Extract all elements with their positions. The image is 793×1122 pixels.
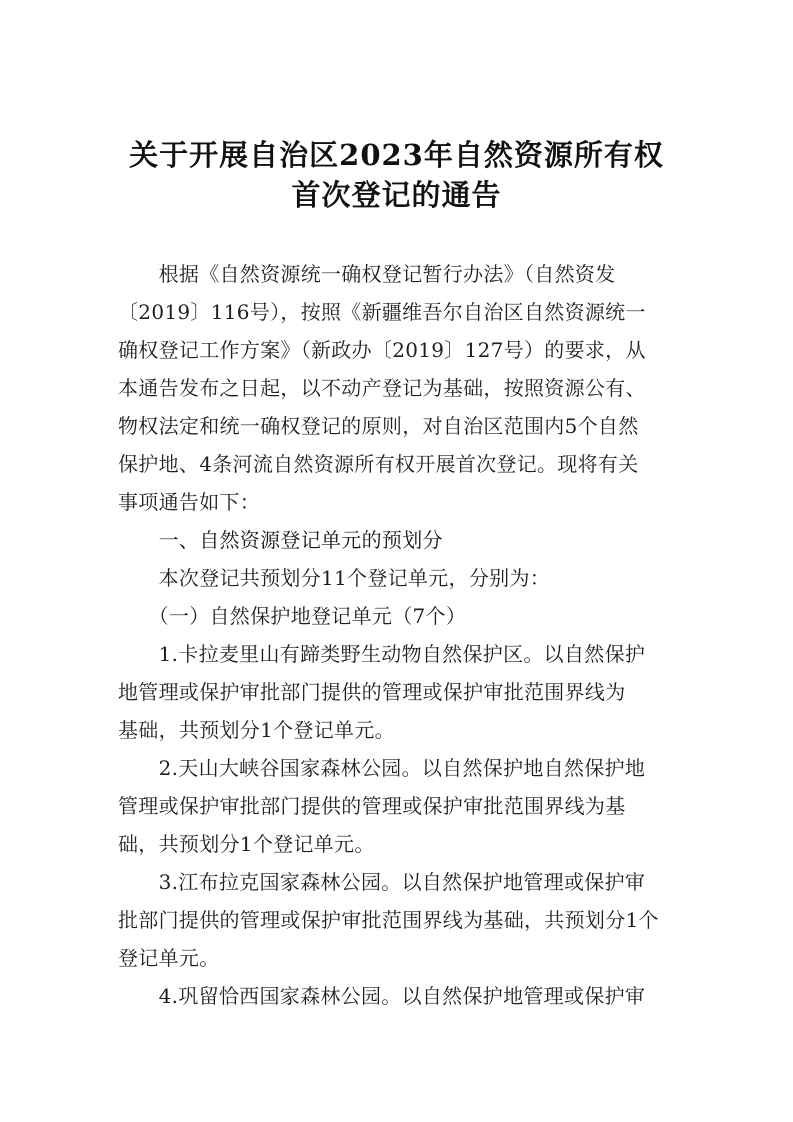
paragraph-line: 〔2019〕116号），按照《新疆维吾尔自治区自然资源统一 xyxy=(118,300,646,324)
paragraph-line: 确权登记工作方案》（新政办〔2019〕127号）的要求，从 xyxy=(118,338,646,362)
paragraph-line: 本通告发布之日起，以不动产登记为基础，按照资源公有、 xyxy=(118,376,646,400)
paragraph-line: 本次登记共预划分11个登记单元，分别为： xyxy=(118,566,551,590)
paragraph-line: 管理或保护审批部门提供的管理或保护审批范围界线为基 xyxy=(118,794,626,818)
paragraph-line: 物权法定和统一确权登记的原则，对自治区范围内5个自然 xyxy=(118,414,639,438)
paragraph-line: 地管理或保护审批部门提供的管理或保护审批范围界线为 xyxy=(118,680,626,704)
paragraph-line: 础，共预划分1个登记单元。 xyxy=(118,832,375,856)
paragraph-line: 2.天山大峡谷国家森林公园。以自然保护地自然保护地 xyxy=(118,756,646,780)
paragraph-line: 1.卡拉麦里山有蹄类野生动物自然保护区。以自然保护 xyxy=(118,642,646,666)
paragraph-line: 批部门提供的管理或保护审批范围界线为基础，共预划分1个 xyxy=(118,908,659,932)
document-title-line-2: 首次登记的通告 xyxy=(291,178,502,212)
paragraph-line: 登记单元。 xyxy=(118,946,220,970)
paragraph-line: 基础，共预划分1个登记单元。 xyxy=(118,718,395,742)
paragraph-line: 事项通告如下： xyxy=(118,490,261,514)
paragraph-line: 保护地、4条河流自然资源所有权开展首次登记。现将有关 xyxy=(118,452,639,476)
section-heading: 一、自然资源登记单元的预划分 xyxy=(118,528,443,552)
paragraph-line: 根据《自然资源统一确权登记暂行办法》（自然资发 xyxy=(118,262,616,286)
paragraph-line: 3.江布拉克国家森林公园。以自然保护地管理或保护审 xyxy=(118,870,646,894)
document-title-line-1: 关于开展自治区2023年自然资源所有权 xyxy=(129,138,664,172)
paragraph-line: 4.巩留恰西国家森林公园。以自然保护地管理或保护审 xyxy=(118,984,646,1008)
subsection-heading: （一）自然保护地登记单元（7个） xyxy=(118,604,467,628)
